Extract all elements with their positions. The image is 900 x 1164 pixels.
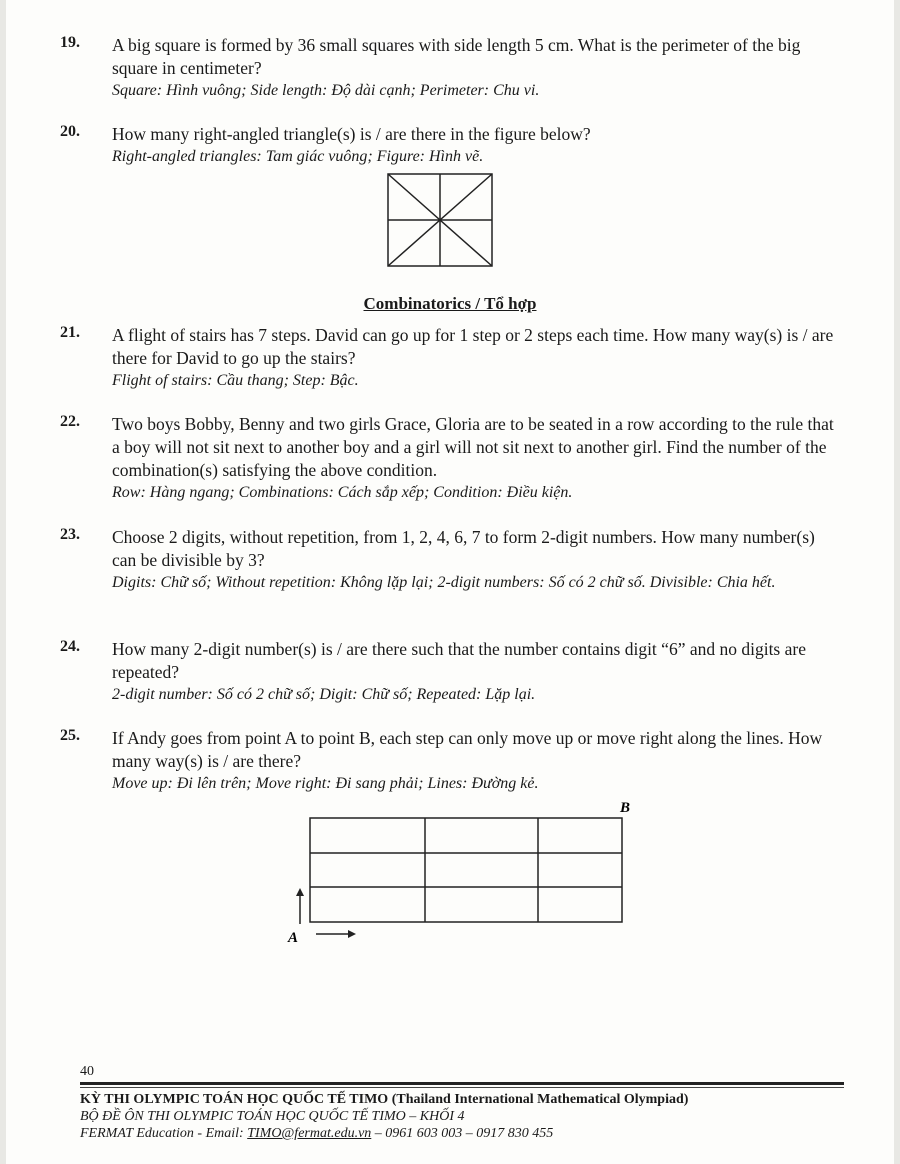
question-25 [60, 727, 840, 795]
scan-edge-left [0, 0, 6, 1164]
question-text: A flight of stairs has 7 steps. David can go up for 1 step or 2 steps each time. How many way(s) is / are there for David to go up the stairs? [112, 325, 834, 368]
question-glossary: Flight of stairs: Cầu thang; Step: Bậc. [112, 372, 359, 389]
footer-contact [80, 1125, 844, 1142]
footer-email-link[interactable]: TIMO@fermat.edu.vn [247, 1126, 372, 1141]
question-number: 19. [60, 34, 80, 51]
point-b-label: B [620, 800, 631, 816]
footer-rule [80, 1082, 844, 1085]
question-glossary: Row: Hàng ngang; Combinations: Cách sắp xếp; Condition: Điều kiện. [112, 484, 573, 501]
question-text: Two boys Bobby, Benny and two girls Grace, Gloria are to be seated in a row according to the rule that a boy will not sit next to another boy and a girl will not sit next to another girl. Find the number of the combination(s) satisfying the above condition. [112, 414, 834, 480]
question-20 [60, 123, 840, 168]
footer-book-title: BỘ ĐỀ ÔN THI OLYMPIC TOÁN HỌC QUỐC TẾ TIMO – KHỐI 4 [80, 1109, 465, 1124]
question-glossary: Square: Hình vuông; Side length: Độ dài cạnh; Perimeter: Chu vi. [112, 82, 540, 99]
question-glossary: Move up: Đi lên trên; Move right: Đi sang phải; Lines: Đường kẻ. [112, 775, 539, 792]
question-text: Choose 2 digits, without repetition, from 1, 2, 4, 6, 7 to form 2-digit numbers. How many number(s) can be divisible by 3? [112, 527, 815, 570]
question-23 [60, 526, 840, 594]
question-number: 22. [60, 413, 80, 430]
triangle-figure [386, 172, 496, 270]
question-text: How many right-angled triangle(s) is / are there in the figure below? [112, 124, 591, 144]
question-glossary: Right-angled triangles: Tam giác vuông; Figure: Hình vẽ. [112, 148, 484, 165]
scan-edge-right [894, 0, 900, 1164]
question-text: How many 2-digit number(s) is / are there such that the number contains digit “6” and no digits are repeated? [112, 639, 806, 682]
path-grid-figure [284, 796, 644, 946]
footer-contact-prefix: FERMAT Education - Email: [80, 1126, 248, 1141]
question-text: If Andy goes from point A to point B, each step can only move up or move right along the lines. How many way(s) is / are there? [112, 728, 823, 771]
question-number: 23. [60, 526, 80, 543]
page-number: 40 [80, 1064, 94, 1079]
footer-contest-title: KỲ THI OLYMPIC TOÁN HỌC QUỐC TẾ TIMO (Thailand International Mathematical Olympiad) [80, 1092, 689, 1107]
footer-rule-thin [80, 1087, 844, 1088]
question-number: 24. [60, 638, 80, 655]
question-number: 21. [60, 324, 80, 341]
question-number: 20. [60, 123, 80, 140]
question-22 [60, 413, 840, 504]
question-number: 25. [60, 727, 80, 744]
question-19 [60, 34, 840, 102]
footer-phones: – 0961 603 003 – 0917 830 455 [371, 1126, 554, 1141]
section-title: Combinatorics / Tổ hợp [363, 294, 537, 313]
point-a-label: A [288, 930, 299, 946]
page-footer [80, 1064, 844, 1142]
question-text: A big square is formed by 36 small squares with side length 5 cm. What is the perimeter of the big square in centimeter? [112, 35, 801, 78]
question-glossary: 2-digit number: Số có 2 chữ số; Digit: Chữ số; Repeated: Lặp lại. [112, 686, 536, 703]
question-21 [60, 324, 840, 392]
question-glossary: Digits: Chữ số; Without repetition: Không lặp lại; 2-digit numbers: Số có 2 chữ số. Divisible: Chia hết. [112, 574, 776, 591]
question-24 [60, 638, 840, 706]
